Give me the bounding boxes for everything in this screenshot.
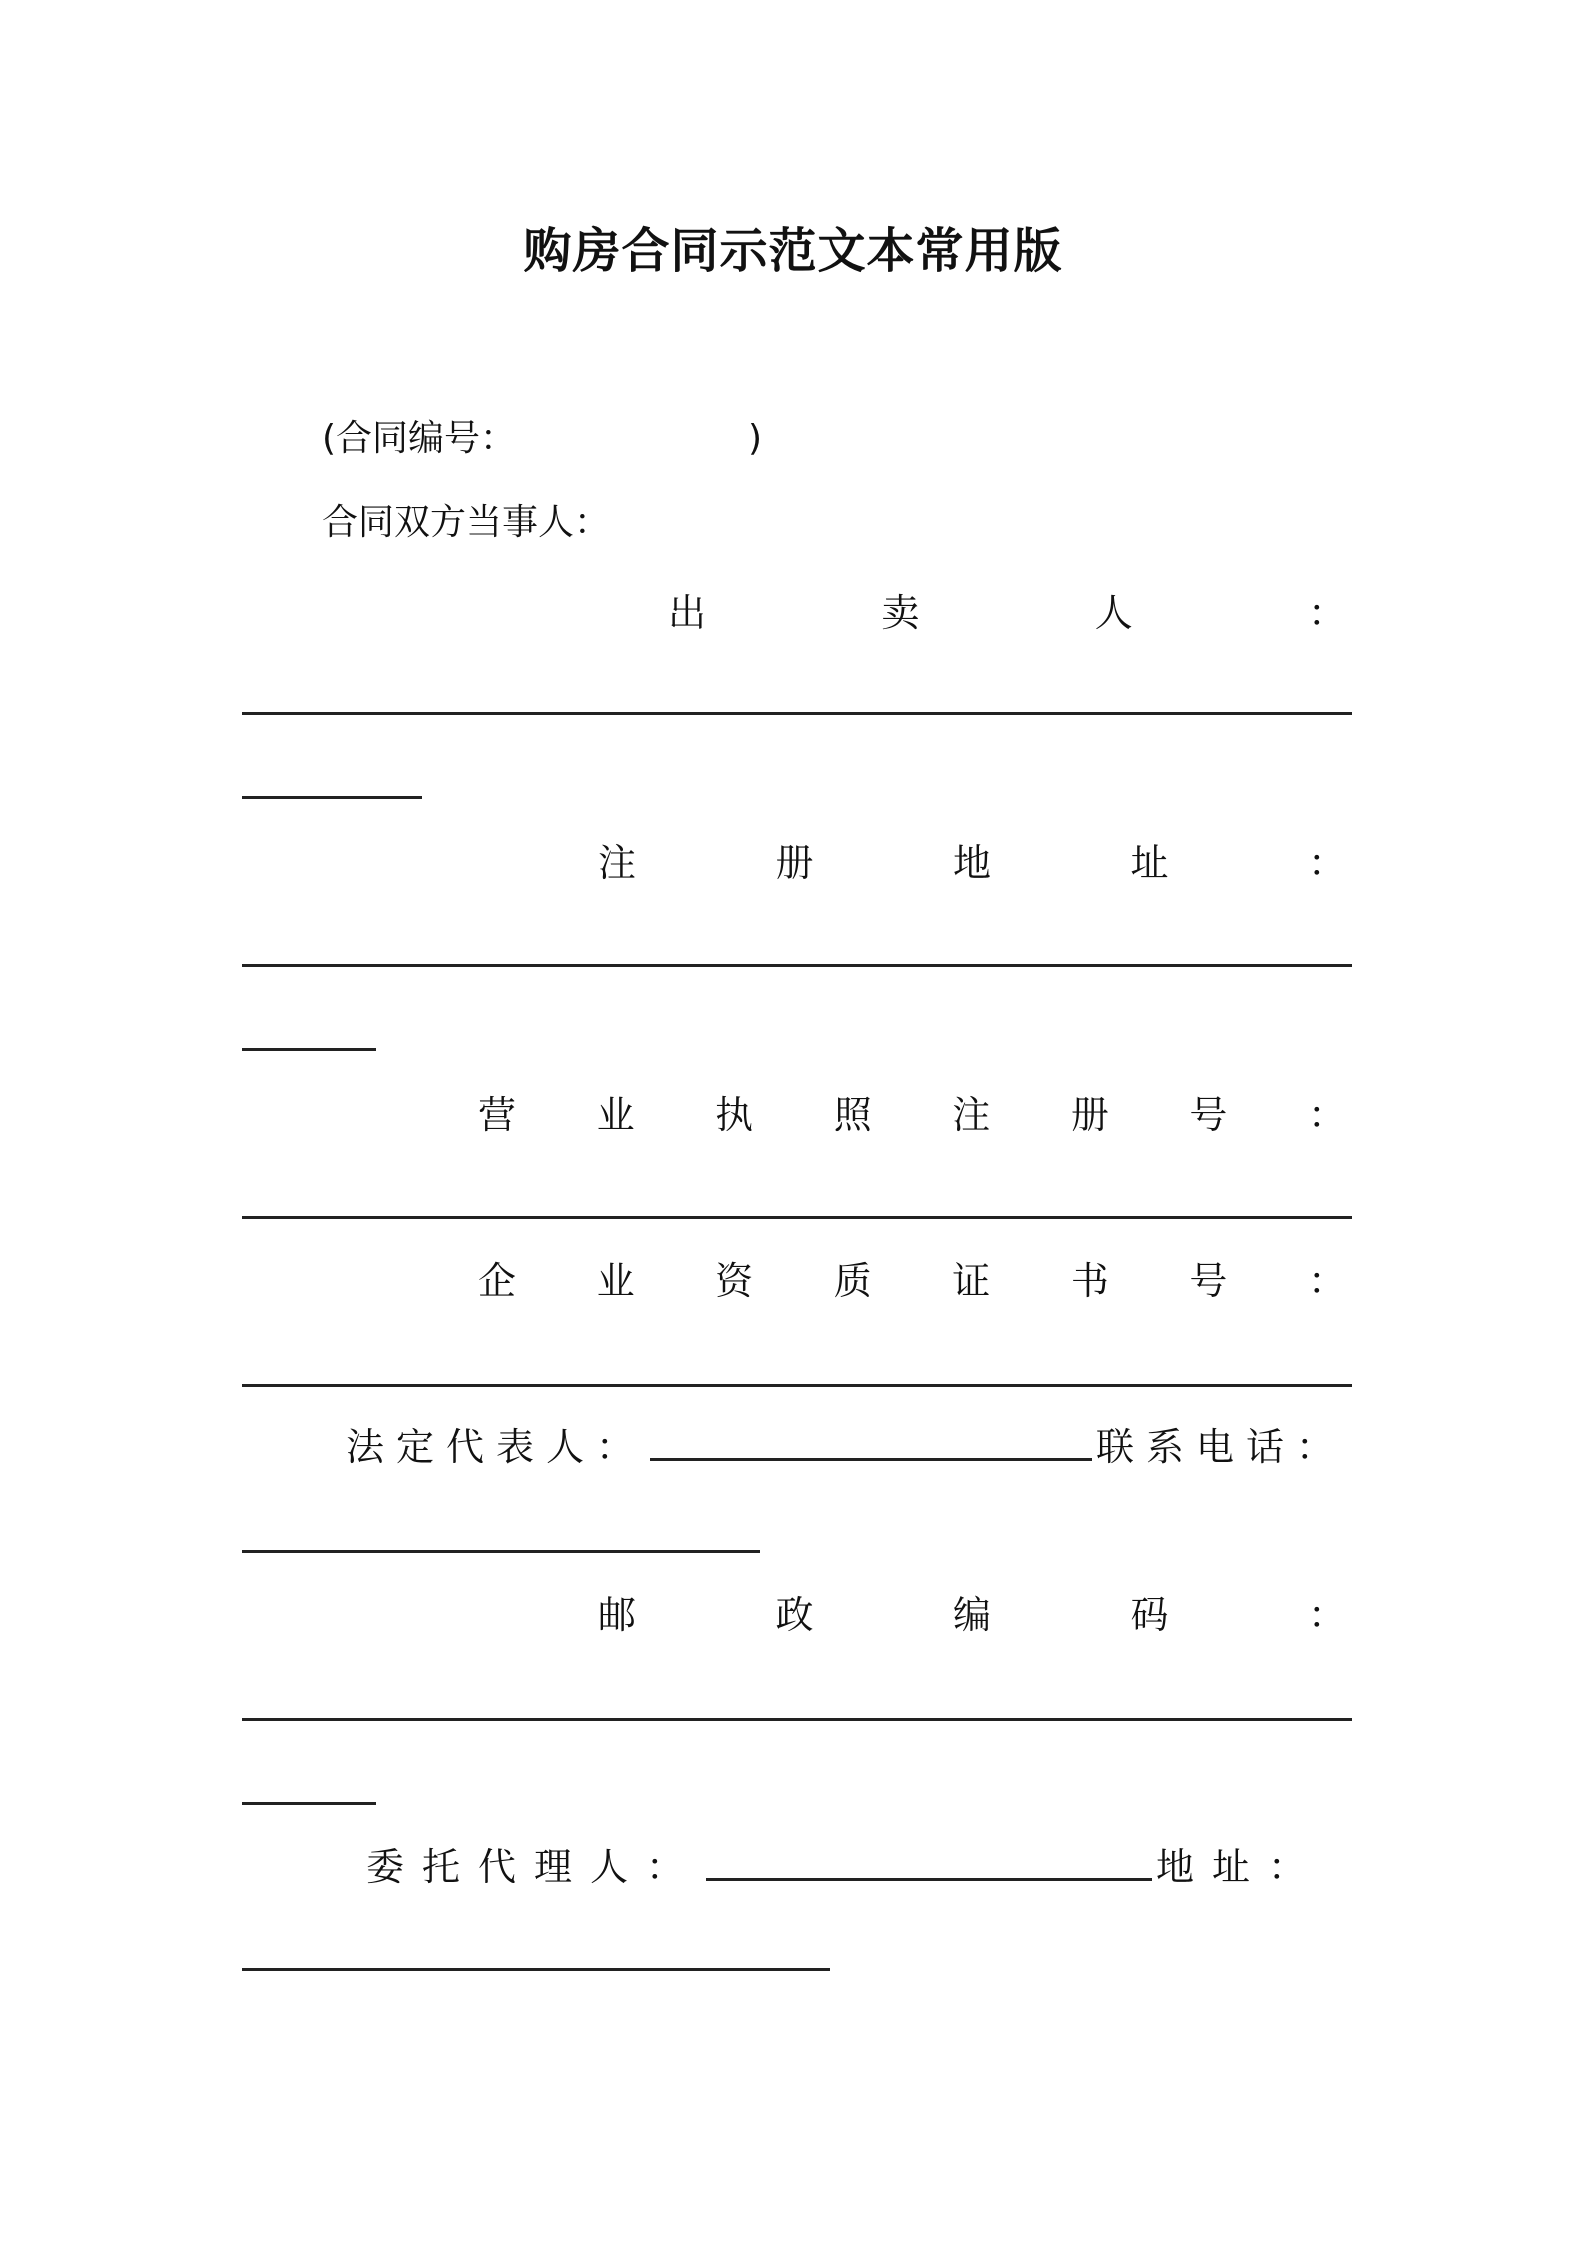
document-title: 购房合同示范文本常用版 [523,223,1063,279]
qualification-cert-char: 书 [1070,1259,1109,1303]
registered-address-char: 址 [1130,841,1169,885]
registered-address-char: 注 [598,841,637,885]
business-license-label [478,1084,1346,1139]
qualification-cert-char: 号 [1189,1259,1228,1303]
registered-address-char: 册 [775,841,814,885]
postal-code-char: 邮 [598,1593,637,1637]
contact-phone-label: 联系电话： [1095,1425,1346,1469]
postal-code-char: 编 [952,1593,991,1637]
registered-address-char: ： [1307,841,1346,885]
seller-char: 人 [1094,591,1133,635]
contact-phone-blank-line[interactable] [242,1550,760,1553]
business-license-blank-line[interactable] [242,1216,1352,1219]
business-license-char: 照 [833,1093,872,1137]
seller-char: 出 [668,591,707,635]
agent-label: 委托代理人： [366,1845,703,1889]
registered-address-blank-line-2[interactable] [242,1048,376,1051]
seller-char: ： [1307,591,1346,635]
seller-blank-line-2[interactable] [242,796,422,799]
postal-code-char: 码 [1130,1593,1169,1637]
qualification-cert-char: ： [1307,1259,1346,1303]
business-license-char: 注 [952,1093,991,1137]
business-license-char: ： [1307,1093,1346,1137]
postal-code-label [598,1584,1346,1639]
qualification-cert-char: 证 [952,1259,991,1303]
postal-code-char: ： [1307,1593,1346,1637]
legal-representative-blank[interactable] [650,1450,1092,1461]
business-license-char: 业 [596,1093,635,1137]
agent-row [366,1836,1346,1891]
seller-char: 卖 [881,591,920,635]
agent-address-label: 地址： [1156,1845,1325,1889]
seller-label [668,582,1346,637]
qualification-cert-blank-line[interactable] [242,1384,1352,1387]
qualification-cert-char: 资 [715,1259,754,1303]
parties-label: 合同双方当事人： [322,502,611,543]
agent-blank[interactable] [706,1870,1152,1881]
contract-number-label: (合同编号： [322,418,499,459]
legal-representative-label: 法定代表人： [346,1425,647,1469]
postal-code-blank-line-1[interactable] [242,1718,1352,1721]
registered-address-char: 地 [952,841,991,885]
seller-blank-line-1[interactable] [242,712,1352,715]
contract-number-close: ) [748,418,763,459]
registered-address-blank-line-1[interactable] [242,964,1352,967]
business-license-char: 号 [1189,1093,1228,1137]
postal-code-blank-line-2[interactable] [242,1802,376,1805]
qualification-cert-char: 质 [833,1259,872,1303]
business-license-char: 执 [715,1093,754,1137]
business-license-char: 册 [1070,1093,1109,1137]
qualification-cert-label [478,1250,1346,1305]
qualification-cert-char: 业 [596,1259,635,1303]
legal-representative-row [346,1416,1346,1471]
agent-address-blank-line[interactable] [242,1968,830,1971]
business-license-char: 营 [478,1093,517,1137]
registered-address-label [598,832,1346,887]
qualification-cert-char: 企 [478,1259,517,1303]
contract-number-line [322,410,762,461]
postal-code-char: 政 [775,1593,814,1637]
